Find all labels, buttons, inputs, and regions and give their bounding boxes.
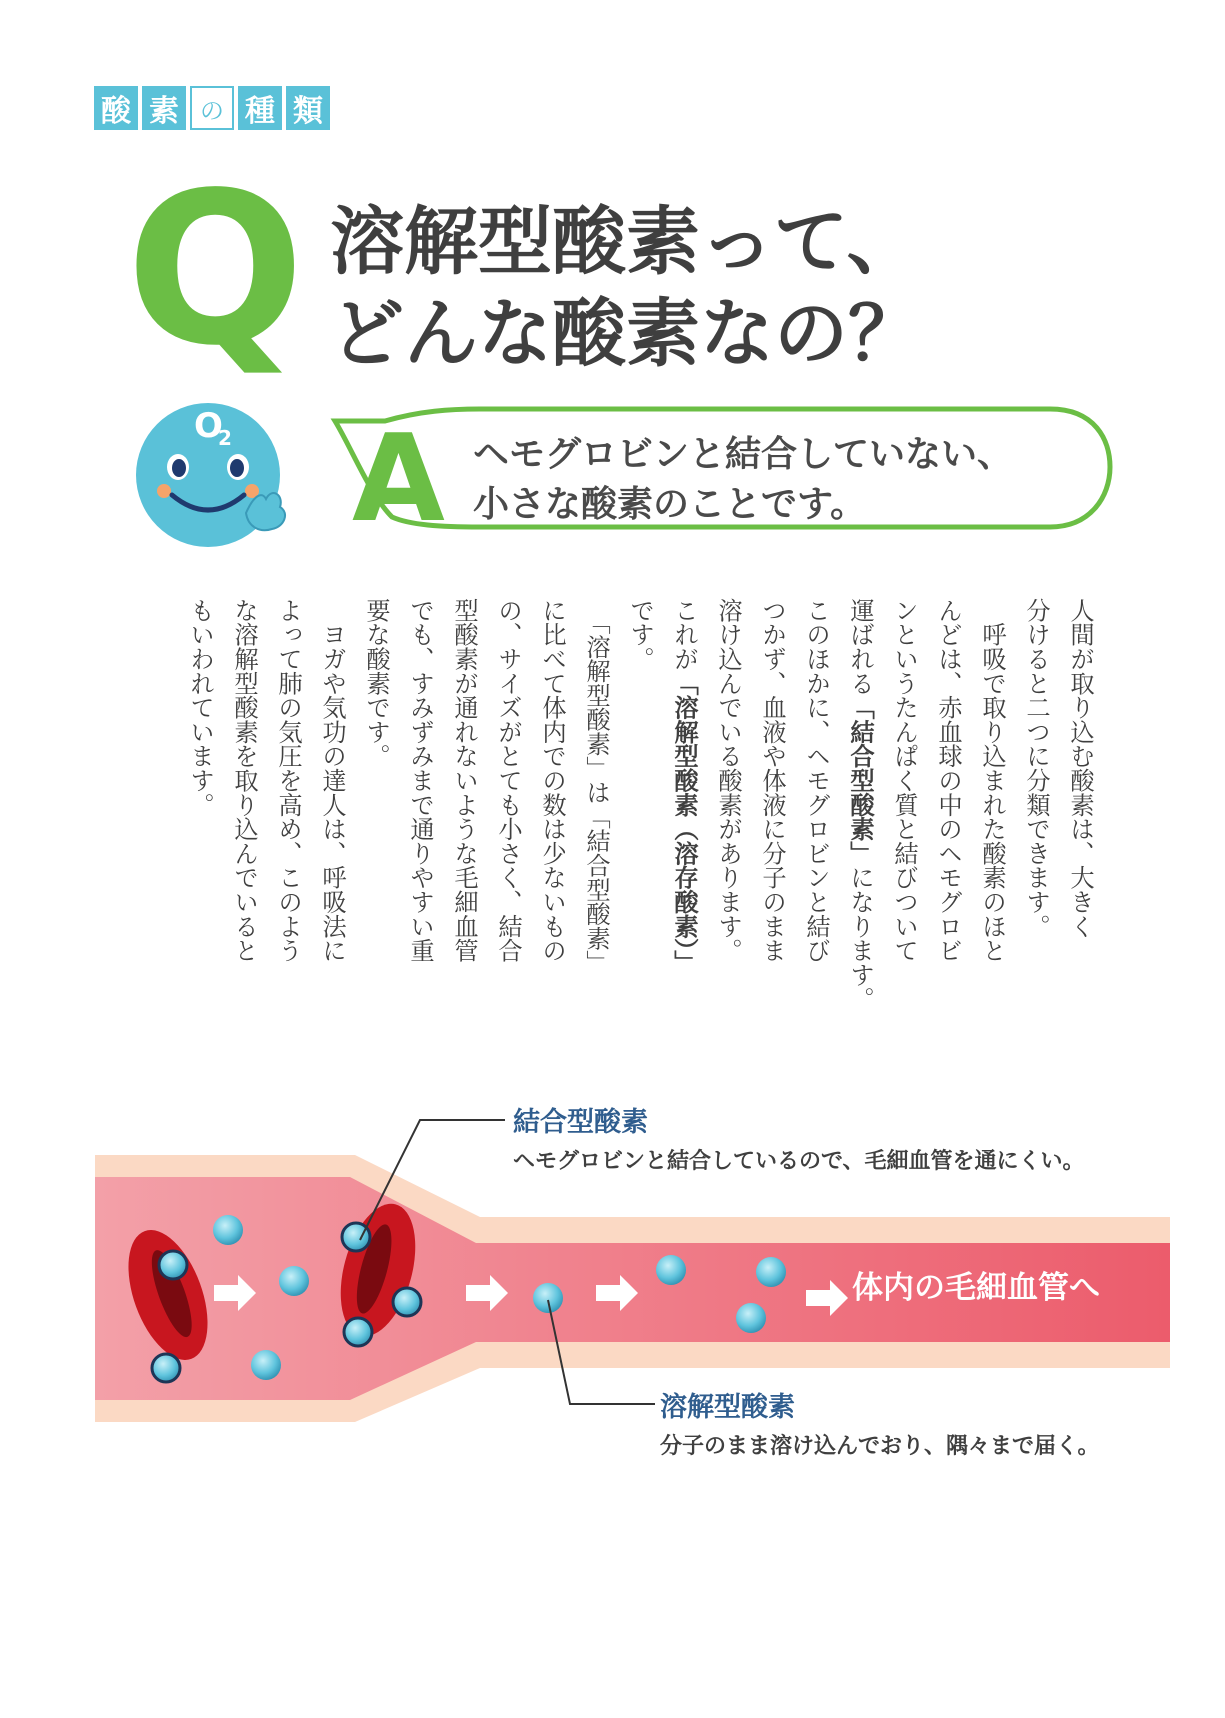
category-char: 素 [142, 86, 186, 130]
body-text-run: になります。 [846, 865, 875, 1012]
category-char: の [190, 86, 234, 130]
mascot-label: O [194, 406, 223, 446]
oxygen-molecule [279, 1266, 309, 1296]
oxygen-molecule [251, 1350, 281, 1380]
oxygen-mascot-icon [134, 395, 304, 555]
body-column: 要な酸素です。 [362, 598, 391, 769]
body-column: 分けると二つに分類できます。 [1022, 598, 1051, 939]
body-column: です。 [626, 598, 655, 671]
body-column: 呼吸で取り込まれた酸素のほと [978, 598, 1007, 963]
dissolved-oxygen-desc: 分子のまま溶け込んでおり、隅々まで届く。 [660, 1434, 1100, 1459]
dissolved-oxygen-title: 溶解型酸素 [660, 1392, 795, 1423]
body-text-run: 運ばれる [846, 598, 875, 696]
question-line: 溶解型酸素って、 [330, 199, 921, 285]
oxygen-molecule [213, 1215, 243, 1245]
body-emphasis: 「溶解型酸素（溶存酸素）」 [670, 670, 699, 975]
answer-mark: A [352, 410, 445, 549]
body-column: つかず、血液や体液に分子のまま [758, 598, 787, 963]
category-char: 類 [286, 86, 330, 130]
oxygen-molecule [393, 1288, 421, 1316]
body-column: 型酸素が通れないような毛細血管 [450, 598, 479, 963]
answer-line: ヘモグロビンと結合していない、 [473, 434, 1014, 475]
body-column: ヨガや気功の達人は、呼吸法に [318, 598, 347, 963]
oxygen-molecule [159, 1251, 187, 1279]
body-column: よって肺の気圧を高め、このよう [274, 598, 303, 963]
oxygen-molecule [533, 1283, 563, 1313]
body-column: 「溶解型酸素」は「結合型酸素」 [582, 598, 611, 975]
oxygen-molecule [656, 1255, 686, 1285]
body-column [662, 598, 706, 998]
oxygen-molecule [736, 1303, 766, 1333]
category-char: 種 [238, 86, 282, 130]
oxygen-molecule [344, 1318, 372, 1346]
oxygen-molecule [152, 1354, 180, 1382]
body-column: 人間が取り込む酸素は、大きく [1066, 598, 1095, 939]
body-column: んどは、赤血球の中のヘモグロビ [934, 598, 963, 963]
body-column: 溶け込んでいる酸素があります。 [714, 598, 743, 963]
bound-oxygen-title: 結合型酸素 [513, 1107, 648, 1138]
body-column: ンというたんぱく質と結びついて [890, 598, 919, 963]
body-column: に比べて体内での数は少ないもの [538, 598, 567, 963]
question-title [330, 196, 922, 380]
category-tiles [94, 86, 330, 130]
answer-text [473, 430, 1013, 530]
oxygen-molecule [756, 1257, 786, 1287]
category-char: 酸 [94, 86, 138, 130]
question-line: どんな酸素なの？ [330, 291, 922, 377]
body-column: な溶解型酸素を取り込んでいると [230, 598, 259, 963]
body-column: の、サイズがとても小さく、結合 [494, 598, 523, 963]
capillary-label: 体内の毛細血管へ [852, 1270, 1100, 1306]
body-column: このほかに、ヘモグロビンと結び [802, 598, 831, 963]
body-column [838, 598, 882, 1012]
bound-oxygen-desc: ヘモグロビンと結合しているので、毛細血管を通にくい。 [513, 1149, 1085, 1174]
answer-line: 小さな酸素のことです。 [473, 484, 867, 525]
body-column: もいわれています。 [186, 598, 215, 817]
body-emphasis: 「結合型酸素」 [846, 695, 875, 866]
question-mark: Q [126, 147, 305, 392]
mascot-subscript: 2 [218, 426, 232, 450]
body-text-run: これが [670, 598, 699, 671]
body-column: でも、すみずみまで通りやすい重 [406, 598, 435, 963]
